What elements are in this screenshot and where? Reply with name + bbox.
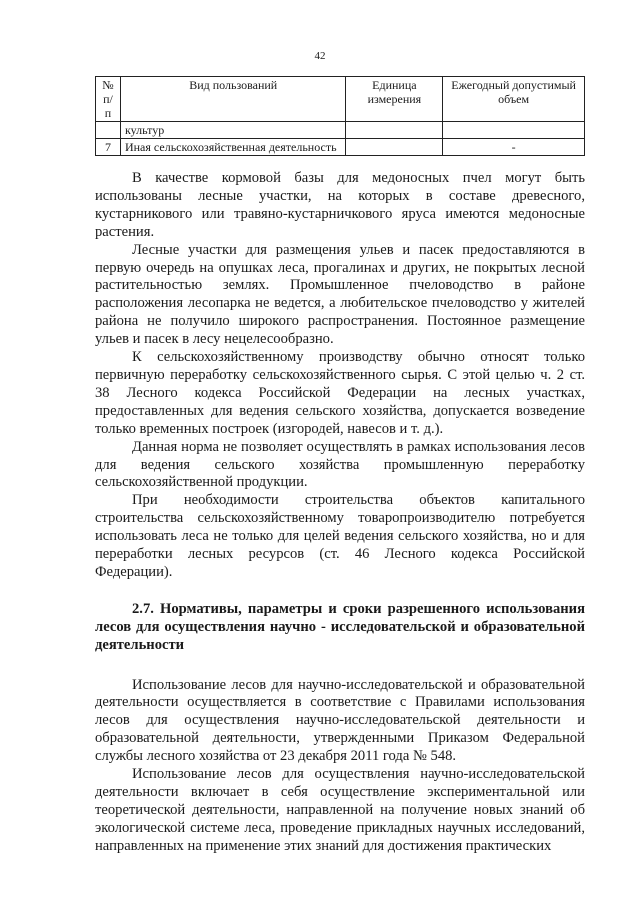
cell-type: Иная сельскохозяйственная деятельность	[120, 139, 346, 156]
body-paragraph: Использование лесов для научно-исследовательской и образовательной деятельности осуществляется в соответствие с Правилами использования лесов для осуществления научно-исследовательской деятельности и образовательной деятельности, утвержденными Приказом Федеральной службы лесного хозяйства от 23 декабря 2011 года № 548.	[95, 676, 585, 765]
header-cell-number: № п/п	[96, 77, 121, 122]
section-heading: 2.7. Нормативы, параметры и сроки разрешенного использования лесов для осуществления научно - исследовательской и образовательной деятельности	[95, 600, 585, 653]
body-paragraph: Лесные участки для размещения ульев и пасек предоставляются в первую очередь на опушках леса, прогалинах и других, не покрытых лесной растительностью землях. Промышленное пчеловодство в районе расположения лесопарка не ведется, а любительское пчеловодство у жителей района не получило широкого распространения. Постоянное размещение ульев и пасек в лесу нецелесообразно.	[95, 241, 585, 348]
cell-volume	[443, 122, 585, 139]
usage-table	[95, 76, 585, 156]
cell-unit	[346, 122, 443, 139]
table-row	[96, 122, 585, 139]
body-paragraph: К сельскохозяйственному производству обычно относят только первичную переработку сельскохозяйственного сырья. С этой целью ч. 2 ст. 38 Лесного кодекса Российской Федерации на лесных участках, предоставленных для ведения сельского хозяйства, допускается возведение только временных построек (изгородей, навесов и т. д.).	[95, 349, 585, 437]
cell-number: 7	[96, 139, 121, 156]
header-cell-volume: Ежегодный допустимый объем	[443, 77, 585, 122]
document-body	[95, 170, 585, 856]
header-cell-unit: Единица измерения	[346, 77, 443, 122]
body-paragraph: В качестве кормовой базы для медоносных пчел могут быть использованы лесные участки, на которых в составе древесного, кустарникового или травяно-кустарничкового яруса имеются медоносные растения.	[95, 170, 585, 240]
header-cell-type: Вид пользований	[120, 77, 346, 122]
body-paragraph: Данная норма не позволяет осуществлять в рамках использования лесов для ведения сельского хозяйства промышленную переработку сельскохозяйственной продукции.	[95, 438, 585, 491]
body-paragraph: При необходимости строительства объектов капитального строительства сельскохозяйственному товаропроизводителю потребуется использовать леса не только для целей ведения сельского хозяйства, но и для переработки лесных ресурсов (ст. 46 Лесного кодекса Российской Федерации).	[95, 492, 585, 580]
page-number: 42	[314, 50, 326, 62]
cell-unit	[346, 139, 443, 156]
cell-type: культур	[120, 122, 346, 139]
body-paragraph: Использование лесов для осуществления научно-исследовательской деятельности включает в себя осуществление экспериментальной или теоретической деятельности, направленной на получение новых знаний об экологической системе леса, проведение прикладных научных исследований, направленных на применение этих знаний для достижения практических	[95, 766, 585, 854]
table-row	[96, 139, 585, 156]
cell-number	[96, 122, 121, 139]
table-header-row	[96, 77, 585, 122]
cell-volume: -	[443, 139, 585, 156]
